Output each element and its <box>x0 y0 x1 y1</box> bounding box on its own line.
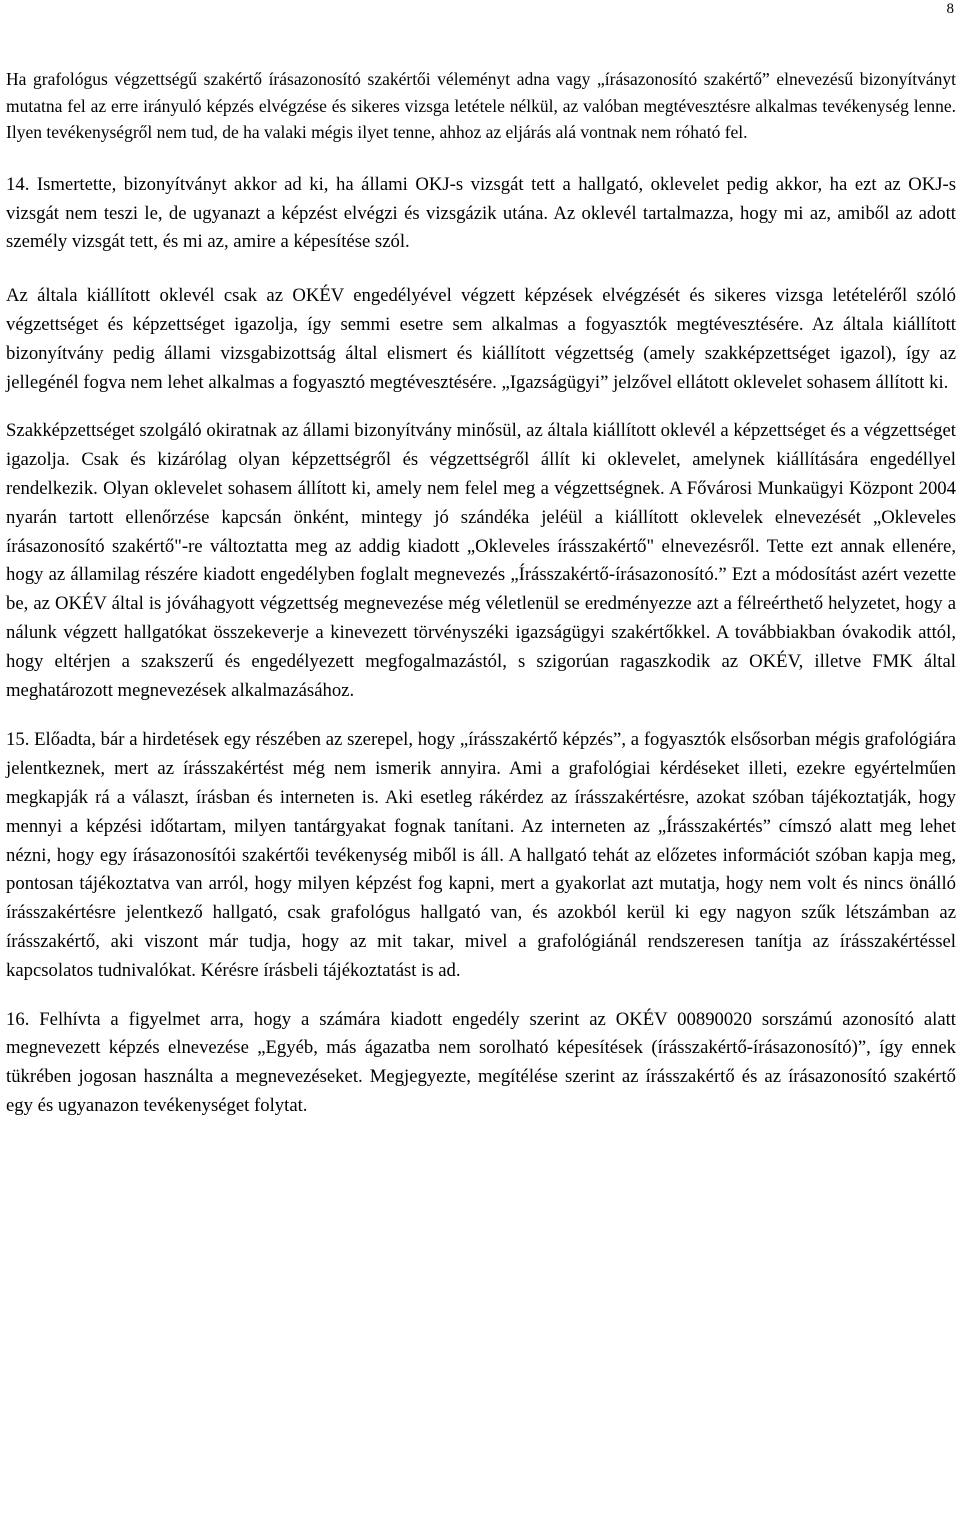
paragraph-14: 14. Ismertette, bizonyítványt akkor ad ki, ha állami OKJ-s vizsgát tett a hallgató, oklevelet pedig akkor, ha ezt az OKJ-s vizsgát nem teszi le, de ugyanazt a képzést elvégzi és vizsgázik utána. Az oklevél tartalmazza, hogy mi az, amiből az adott személy vizsgát tett, és mi az, amire a képesítése szól. <box>6 173 956 253</box>
paragraph-16: 16. Felhívta a figyelmet arra, hogy a számára kiadott engedély szerint az OKÉV 00890020 sorszámú azonosító alatt megnevezett képzés elnevezése „Egyéb, más ágazatba nem sorolható képesítések (írásszakértő-írásazonosító)”, így ennek tükrében jogosan használta a megnevezéseket. Megjegyezte, megítélése szerint az írásszakértő és az írásazonosító szakértő egy és ugyanazon tevékenységet folytat. <box>6 1008 956 1116</box>
document-body <box>6 66 956 1121</box>
paragraph-grafologus: Ha grafológus végzettségű szakértő írásazonosító szakértői véleményt adna vagy „írásazonosító szakértő” elnevezésű bizonyítványt mutatna fel az erre irányuló képzés elvégzése és sikeres vizsga letétele nélkül, az valóban megtévesztésre alkalmas tevékenység lenne. Ilyen tevékenységről nem tud, de ha valaki mégis ilyet tenne, ahhoz az eljárás alá vontnak nem róható fel. <box>6 69 956 143</box>
paragraph-szakkepzettseg: Szakképzettséget szolgáló okiratnak az állami bizonyítvány minősül, az általa kiállított oklevél a képzettséget és a végzettséget igazolja. Csak és kizárólag olyan képzettségről és végzettségről állít ki oklevelet, amelynek kiállítására engedéllyel rendelkezik. Olyan oklevelet sohasem állított ki, amely nem felel meg a végzettségnek. A Fővárosi Munkaügyi Központ 2004 nyarán tartott ellenőrzése kapcsán önként, mintegy jó szándéka jeléül a kiállított oklevelek elnevezését „Okleveles írásazonosító szakértő"-re változtatta meg az addig kiadott „Okleveles írásszakértő" elnevezésről. Tette ezt annak ellenére, hogy az államilag részére kiadott engedélyben foglalt megnevezés „Írásszakértő-írásazonosító.” Ezt a módosítást azért vezette be, az OKÉV által is jóváhagyott végzettség megnevezése még véletlenül se eredményezze azt a félreérthető helyzetet, hogy a nálunk végzett hallgatókat összekeverje a kinevezett törvényszéki igazságügyi szakértőkkel. A továbbiakban óvakodik attól, hogy eltérjen a szakszerű és engedélyezett megfogalmazástól, s szigorúan ragaszkodik az OKÉV, illetve FMK által meghatározott megnevezések alkalmazásához. <box>6 420 956 701</box>
paragraph-okev-oklevel: Az általa kiállított oklevél csak az OKÉV engedélyével végzett képzések elvégzését és sikeres vizsga letételéről szóló végzettséget és képzettséget igazolja, így semmi esetre sem alkalmas a fogyasztók megtévesztésére. Az általa kiállított bizonyítvány pedig állami vizsgabizottság által elismert és kiállított végzettség (amely szakképzettséget igazol), így az jellegénél fogva nem lehet alkalmas a fogyasztó megtévesztésére. „Igazságügyi” jelzővel ellátott oklevelet sohasem állított ki. <box>6 285 956 393</box>
page-number: 8 <box>946 1 954 17</box>
paragraph-15: 15. Előadta, bár a hirdetések egy részében az szerepel, hogy „írásszakértő képzés”, a fogyasztók elsősorban mégis grafológiára jelentkeznek, mert az írásszakértést még nem ismerik annyira. Ami a grafológiai kérdéseket illeti, ezekre egyértelműen megkapják rá a választ, írásban és interneten is. Aki esetleg rákérdez az írásszakértésre, azokat szóban tájékoztatják, hogy mennyi a képzési időtartam, milyen tantárgyakat fognak tanítani. Az interneten az „Írásszakértés” címszó alatt meg lehet nézni, hogy egy írásazonosítói szakértői tevékenység miből is áll. A hallgató tehát az előzetes információt szóban kapja meg, pontosan tájékoztatva van arról, hogy milyen képzést fog kapni, mert a gyakorlat azt mutatja, hogy nem volt és nincs önálló írásszakértésre jelentkező hallgató, csak grafológus hallgató van, és azokból kerül ki egy nagyon szűk létszámban az írásszakértő, aki viszont már tudja, hogy az mit takar, mivel a grafológiánál rendszeresen tanítja az írásszakértéssel kapcsolatos tudnivalókat. Kérésre írásbeli tájékoztatást is ad. <box>6 729 956 981</box>
